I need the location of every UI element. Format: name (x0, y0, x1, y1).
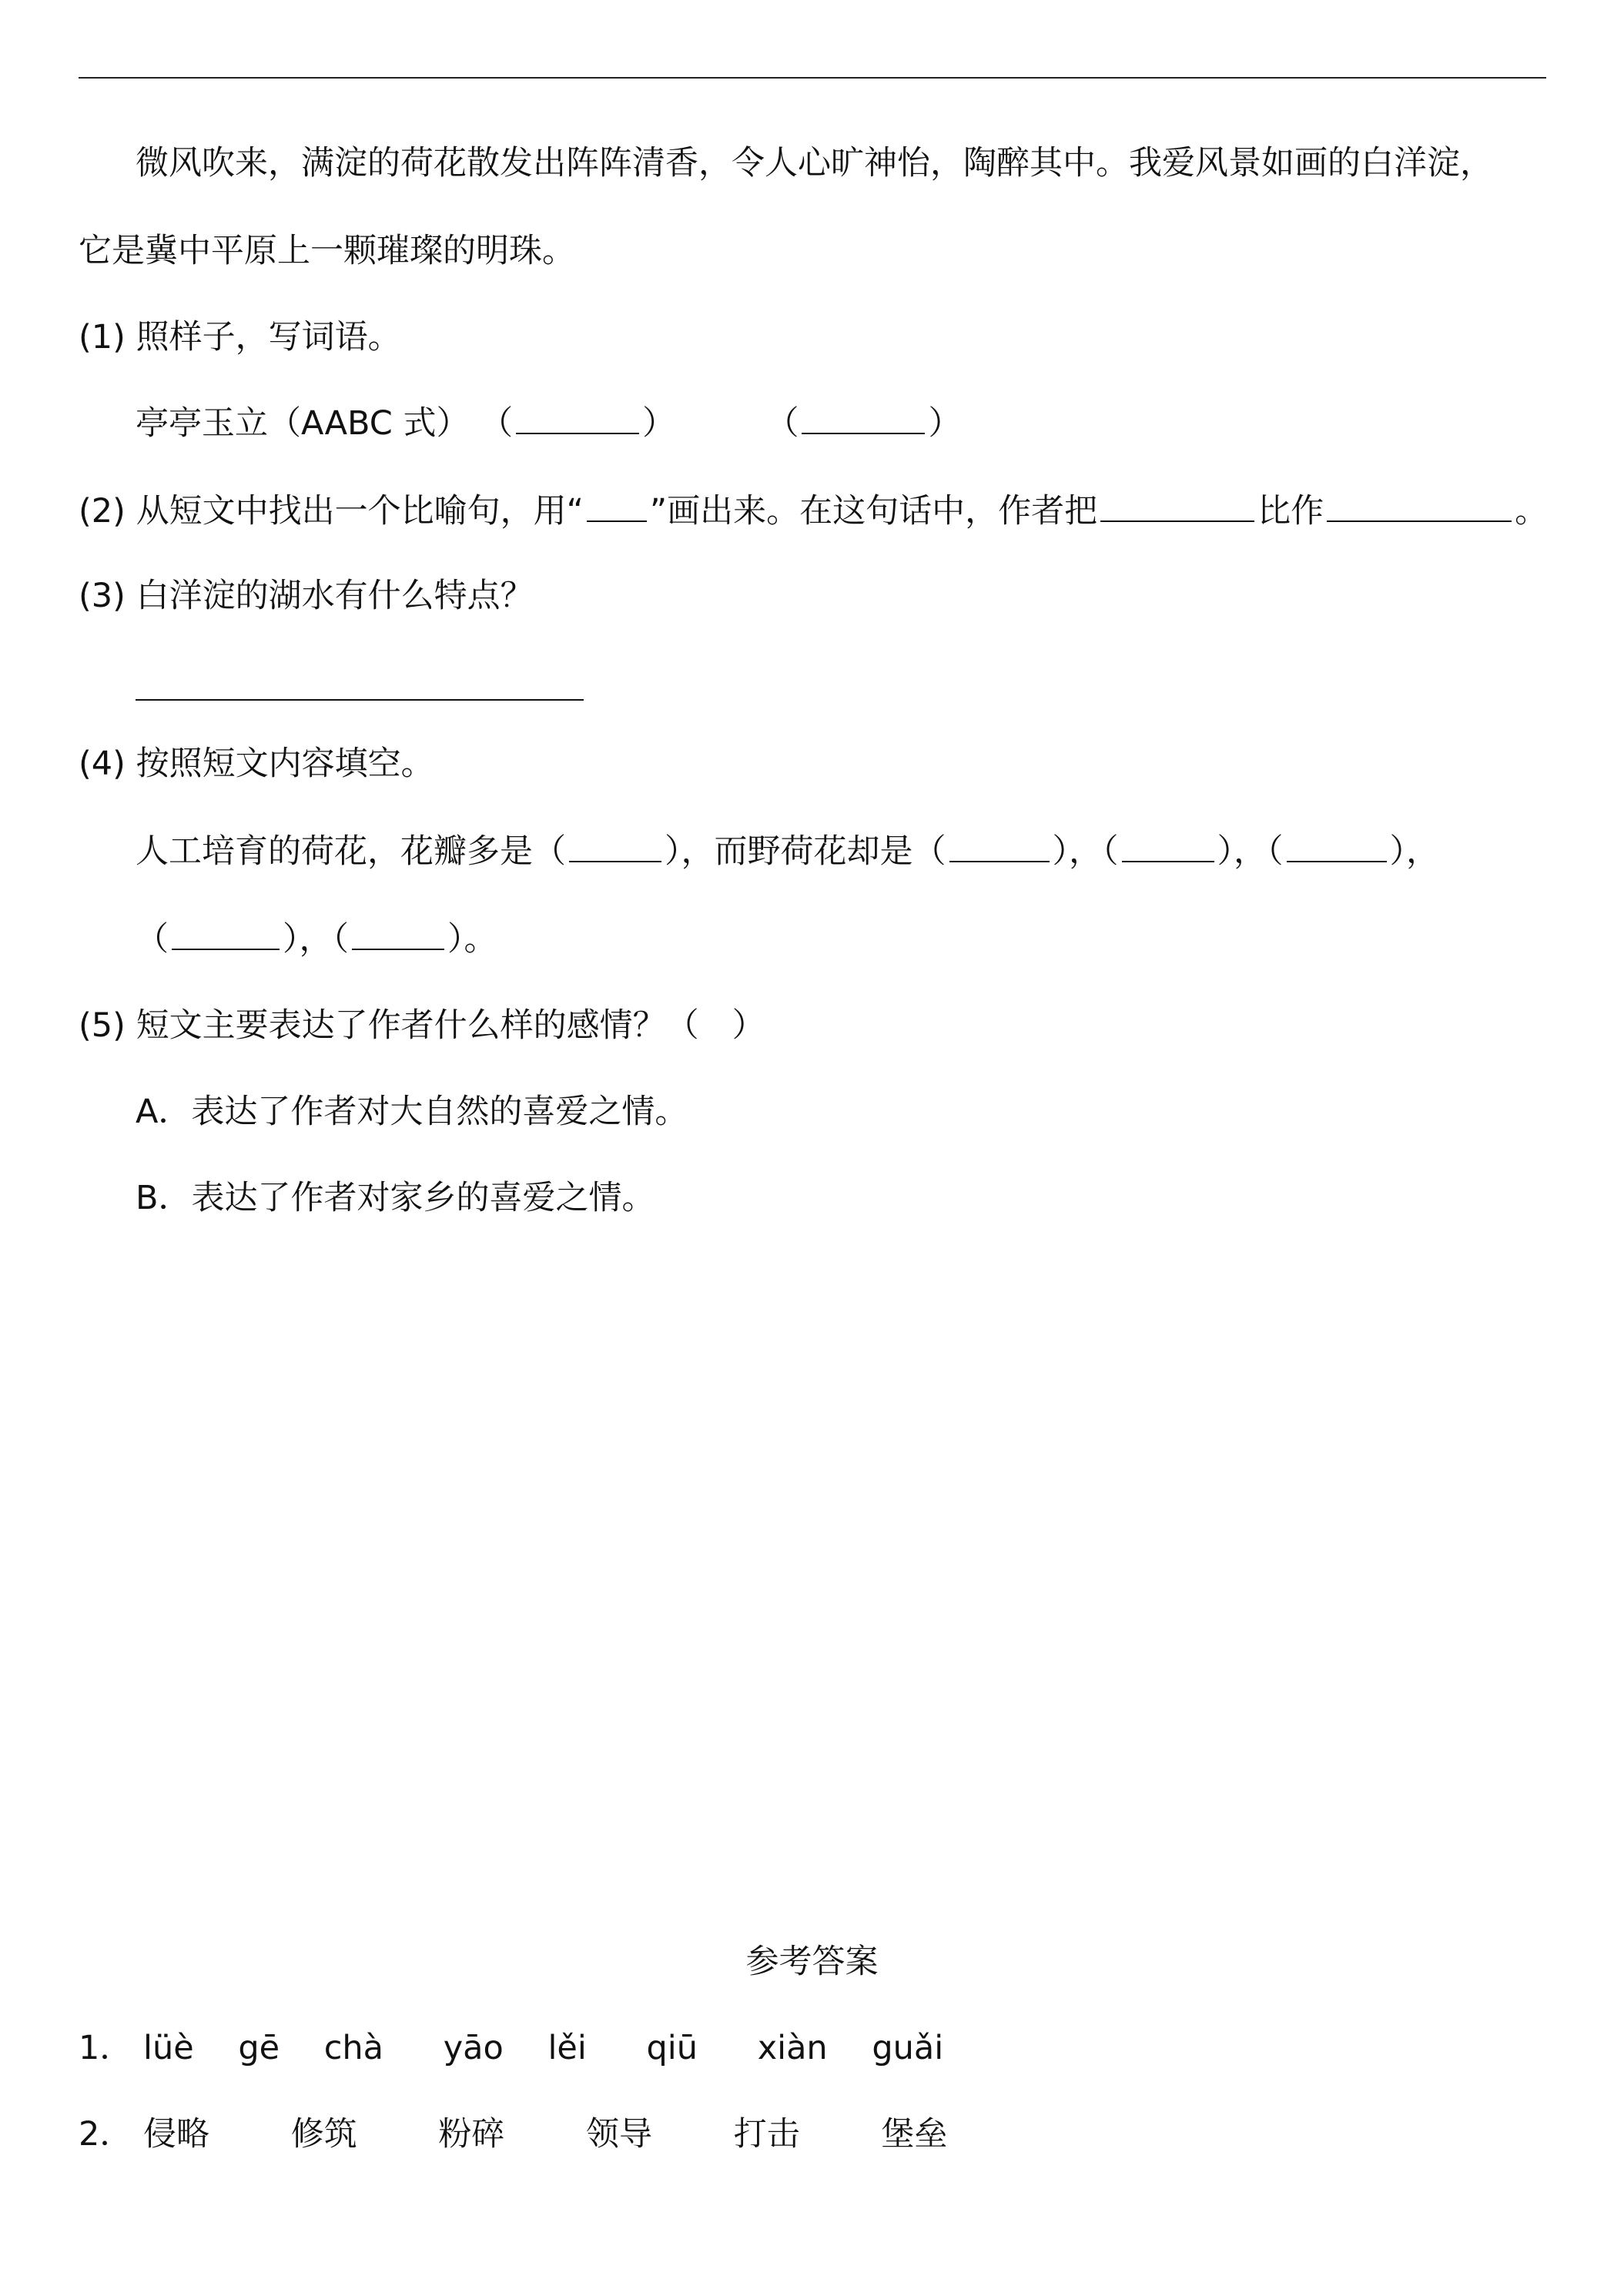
answer-pinyin: gē (238, 2029, 280, 2067)
question-4-row-2: （ ），（ ）。 (136, 920, 497, 959)
answer-blank-1b[interactable] (802, 407, 925, 434)
question-5-option-a[interactable]: A．表达了作者对大自然的喜爱之情。 (136, 1093, 688, 1131)
answer-pinyin: lěi (547, 2029, 587, 2067)
answer-blank-1a[interactable] (516, 407, 639, 434)
passage-line-1: 微风吹来，满淀的荷花散发出阵阵清香，令人心旷神怡，陶醉其中。我爱风景如画的白洋淀， (136, 144, 1493, 182)
question-3-stem: (3) 白洋淀的湖水有什么特点？ (79, 577, 534, 615)
answer-pinyin: lüè (143, 2029, 194, 2067)
question-4-row-1: 人工培育的荷花，花瓣多是（ ），而野荷花却是（ ），（ ），（ ）， (136, 832, 1439, 871)
answer-word: 打击 (733, 2115, 800, 2154)
answer-word: 修筑 (290, 2115, 357, 2154)
answer-blank-4e[interactable] (172, 922, 280, 950)
question-1-stem: (1) 照样子，写词语。 (79, 318, 401, 356)
answer-word: 领导 (586, 2115, 653, 2154)
passage-line-2: 它是冀中平原上一颗璀璨的明珠。 (79, 232, 575, 270)
answer-blank-4b[interactable] (949, 835, 1050, 862)
answer-blank-2a[interactable] (1100, 494, 1254, 522)
answer-pinyin: chà (323, 2029, 384, 2067)
answers-row-2 (79, 2111, 947, 2157)
answer-pinyin: qiū (646, 2029, 698, 2067)
question-5-option-b[interactable]: B．表达了作者对家乡的喜爱之情。 (136, 1179, 655, 1217)
answer-blank-4a[interactable] (569, 835, 661, 862)
answer-pinyin: guǎi (872, 2029, 944, 2067)
answer-blank-2b[interactable] (1327, 494, 1512, 522)
answers-row-1 (79, 2025, 943, 2071)
question-2-row: (2) 从短文中找出一个比喻句，用“ ”画出来。在这句话中，作者把 比作 。 (79, 492, 1549, 530)
question-1-example-row: 亭亭玉立（AABC 式） （ ） （ ） (136, 404, 962, 443)
question-1-example: 亭亭玉立（AABC 式） (136, 404, 470, 443)
answers-title: 参考答案 (745, 1943, 879, 1981)
answer-word: 粉碎 (438, 2115, 505, 2154)
answer-word: 堡垒 (881, 2115, 948, 2154)
answers-row-2-label: 2． (79, 2115, 133, 2154)
underline-sample (587, 494, 647, 522)
answers-row-1-label: 1． (79, 2029, 133, 2067)
answer-blank-4f[interactable] (352, 922, 444, 950)
answer-pinyin: yāo (443, 2029, 504, 2067)
header-rule (79, 77, 1546, 79)
answer-word: 侵略 (143, 2115, 210, 2154)
question-5-stem: (5) 短文主要表达了作者什么样的感情？（ ） (79, 1006, 765, 1045)
answer-pinyin: xiàn (757, 2029, 828, 2067)
answer-blank-4d[interactable] (1287, 835, 1387, 862)
question-4-stem: (4) 按照短文内容填空。 (79, 745, 434, 783)
answer-line-3[interactable] (136, 699, 584, 701)
answer-blank-4c[interactable] (1122, 835, 1214, 862)
